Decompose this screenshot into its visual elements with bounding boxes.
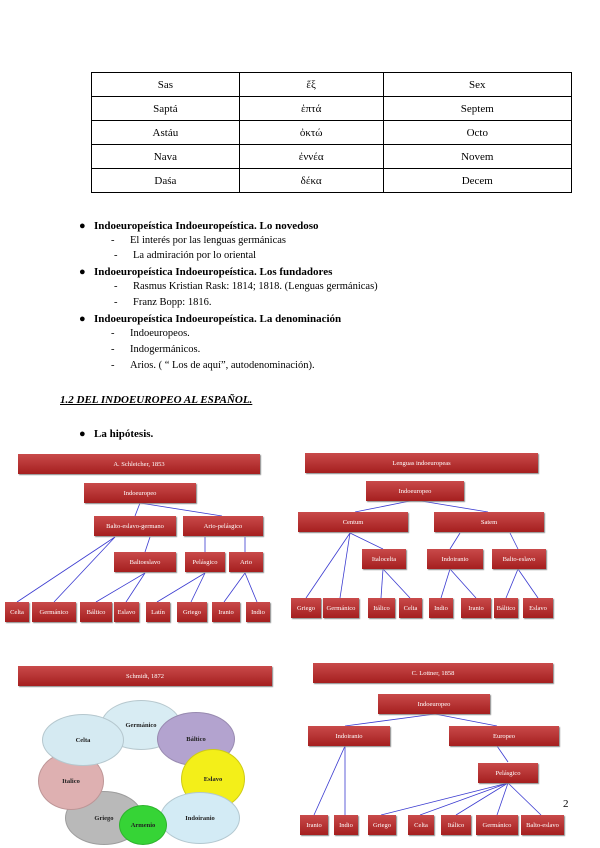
diagram1-branch-right: Ario-pelásgico <box>183 516 263 536</box>
diagram2-title: Lenguas indoeuropeas <box>305 453 538 473</box>
bullet-novedoso <box>79 220 319 232</box>
diagram2-leaf: Celta <box>399 598 422 618</box>
bullet-hipotesis <box>79 428 154 440</box>
table-cell: Sas <box>92 73 240 97</box>
diagram4-leaf: Griego <box>368 815 396 835</box>
list-item: - Arios. ( “ Los de aquí”, autodenominación). <box>111 360 315 371</box>
table-cell: Astáu <box>92 121 240 145</box>
list-item-text: Rasmus Kristian Rask: 1814; 1818. (Lenguas germánicas) <box>133 281 378 292</box>
diagram2-leaf: Iranio <box>461 598 491 618</box>
table-row <box>92 73 572 97</box>
diagram1-leaf: Iranio <box>212 602 240 622</box>
diagram2-leaf: Itálico <box>368 598 395 618</box>
diagram4-leaf: Balto-eslavo <box>521 815 564 835</box>
table-cell: Novem <box>383 145 571 169</box>
diagram4-leaf: Indio <box>334 815 358 835</box>
circle-indoiranio: Indoiranio <box>160 792 240 844</box>
list-item: - Rasmus Kristian Rask: 1814; 1818. (Lenguas germánicas) <box>114 281 378 292</box>
diagram1-leaf: Báltico <box>80 602 112 622</box>
diagram2-leaf: Germánico <box>323 598 359 618</box>
list-item-text: Indoeuropeos. <box>130 328 190 339</box>
table-row <box>92 169 572 193</box>
list-item: - Franz Bopp: 1816. <box>114 297 212 308</box>
diagram1-leaf: Latín <box>146 602 170 622</box>
diagram3-title: Schmidt, 1872 <box>18 666 272 686</box>
table-cell: Decem <box>383 169 571 193</box>
diagram1-leaf: Germánico <box>32 602 76 622</box>
circle-germanico: Germánico <box>101 700 181 750</box>
diagram2-leaf: Báltico <box>494 598 518 618</box>
diagram2-branch-right: Satem <box>434 512 544 532</box>
table-cell: Octo <box>383 121 571 145</box>
circle-griego: Griego <box>65 791 143 845</box>
page-number: 2 <box>563 798 569 810</box>
diagram4-leaf: Germánico <box>476 815 518 835</box>
diagram2-mid: Italoceltа <box>362 549 406 569</box>
diagram4-leaf: Iranio <box>300 815 328 835</box>
diagram4-branch-left: Indoiranio <box>308 726 390 746</box>
bullet-title: La hipótesis. <box>94 428 154 440</box>
table-cell: ἑπτά <box>239 97 383 121</box>
numerals-table <box>91 72 572 193</box>
list-item-text: Franz Bopp: 1816. <box>133 297 212 308</box>
bullet-icon: ● <box>79 220 86 232</box>
bullet-title: Indoeuropeística Indoeuropeística. Lo novedoso <box>94 220 319 232</box>
diagram1-title: A. Schleicher, 1853 <box>18 454 260 474</box>
diagram4-root: Indoeuropeo <box>378 694 490 714</box>
table-cell: Daśa <box>92 169 240 193</box>
table-cell: ἐννέα <box>239 145 383 169</box>
list-item-text: Arios. ( “ Los de aquí”, autodenominación). <box>130 360 315 371</box>
diagram2-leaf: Griego <box>291 598 321 618</box>
list-item-text: El interés por las lenguas germánicas <box>130 235 286 246</box>
bullet-denominacion <box>79 313 342 325</box>
diagram4-title: C. Lottner, 1858 <box>313 663 553 683</box>
table-row <box>92 121 572 145</box>
section-heading: 1.2 DEL INDOEUROPEO AL ESPAÑOL. <box>60 394 253 406</box>
bullet-icon: ● <box>79 313 86 325</box>
diagram1-branch-left: Balto-eslavo-germano <box>94 516 176 536</box>
table-cell: Nava <box>92 145 240 169</box>
table-row <box>92 145 572 169</box>
circle-eslavo: Eslavo <box>181 749 245 809</box>
table-cell: Saptá <box>92 97 240 121</box>
table-cell: ἕξ <box>239 73 383 97</box>
list-item-text: La admiración por lo oriental <box>133 250 257 261</box>
diagram2-mid: Balto-eslavo <box>492 549 546 569</box>
diagram1-leaf: Griego <box>177 602 207 622</box>
diagram1-mid: Pelásgico <box>185 552 225 572</box>
list-item-text: Indogermánicos. <box>130 344 201 355</box>
diagram4-branch-right: Europeo <box>449 726 559 746</box>
diagram2-leaf: Indio <box>429 598 453 618</box>
diagram1-leaf: Celta <box>5 602 29 622</box>
bullet-icon: ● <box>79 266 86 278</box>
diagram2-leaf: Eslavo <box>523 598 553 618</box>
diagram1-root: Indoeuropeo <box>84 483 196 503</box>
circle-armenio: Armenio <box>119 805 167 845</box>
diagram2-root: Indoeuropeo <box>366 481 464 501</box>
diagram4-leaf: Itálico <box>441 815 471 835</box>
circle-italico: Italico <box>38 752 104 810</box>
diagram1-mid: Ario <box>229 552 263 572</box>
table-cell: Sex <box>383 73 571 97</box>
bullet-icon: ● <box>79 428 86 440</box>
diagram4-mid: Pelásgico <box>478 763 538 783</box>
diagram1-leaf: Eslavo <box>114 602 139 622</box>
diagram2-branch-left: Centum <box>298 512 408 532</box>
diagram4-leaf: Celta <box>408 815 434 835</box>
diagram1-leaf: Indio <box>246 602 270 622</box>
bullet-fundadores <box>79 266 333 278</box>
diagram1-mid: Baltoeslavo <box>114 552 176 572</box>
circle-celta: Celta <box>42 714 124 766</box>
list-item: - El interés por las lenguas germánicas <box>111 235 286 246</box>
list-item: - Indogermánicos. <box>111 344 201 355</box>
list-item: - Indoeuropeos. <box>111 328 190 339</box>
circle-baltico: Báltico <box>157 712 235 766</box>
table-cell: δέκα <box>239 169 383 193</box>
diagram2-mid: Indoiranio <box>427 549 483 569</box>
table-row <box>92 97 572 121</box>
table-cell: ὀκτώ <box>239 121 383 145</box>
bullet-title: Indoeuropeística Indoeuropeística. La denominación <box>94 313 342 325</box>
list-item: - La admiración por lo oriental <box>114 250 257 261</box>
bullet-title: Indoeuropeística Indoeuropeística. Los fundadores <box>94 266 333 278</box>
table-cell: Septem <box>383 97 571 121</box>
